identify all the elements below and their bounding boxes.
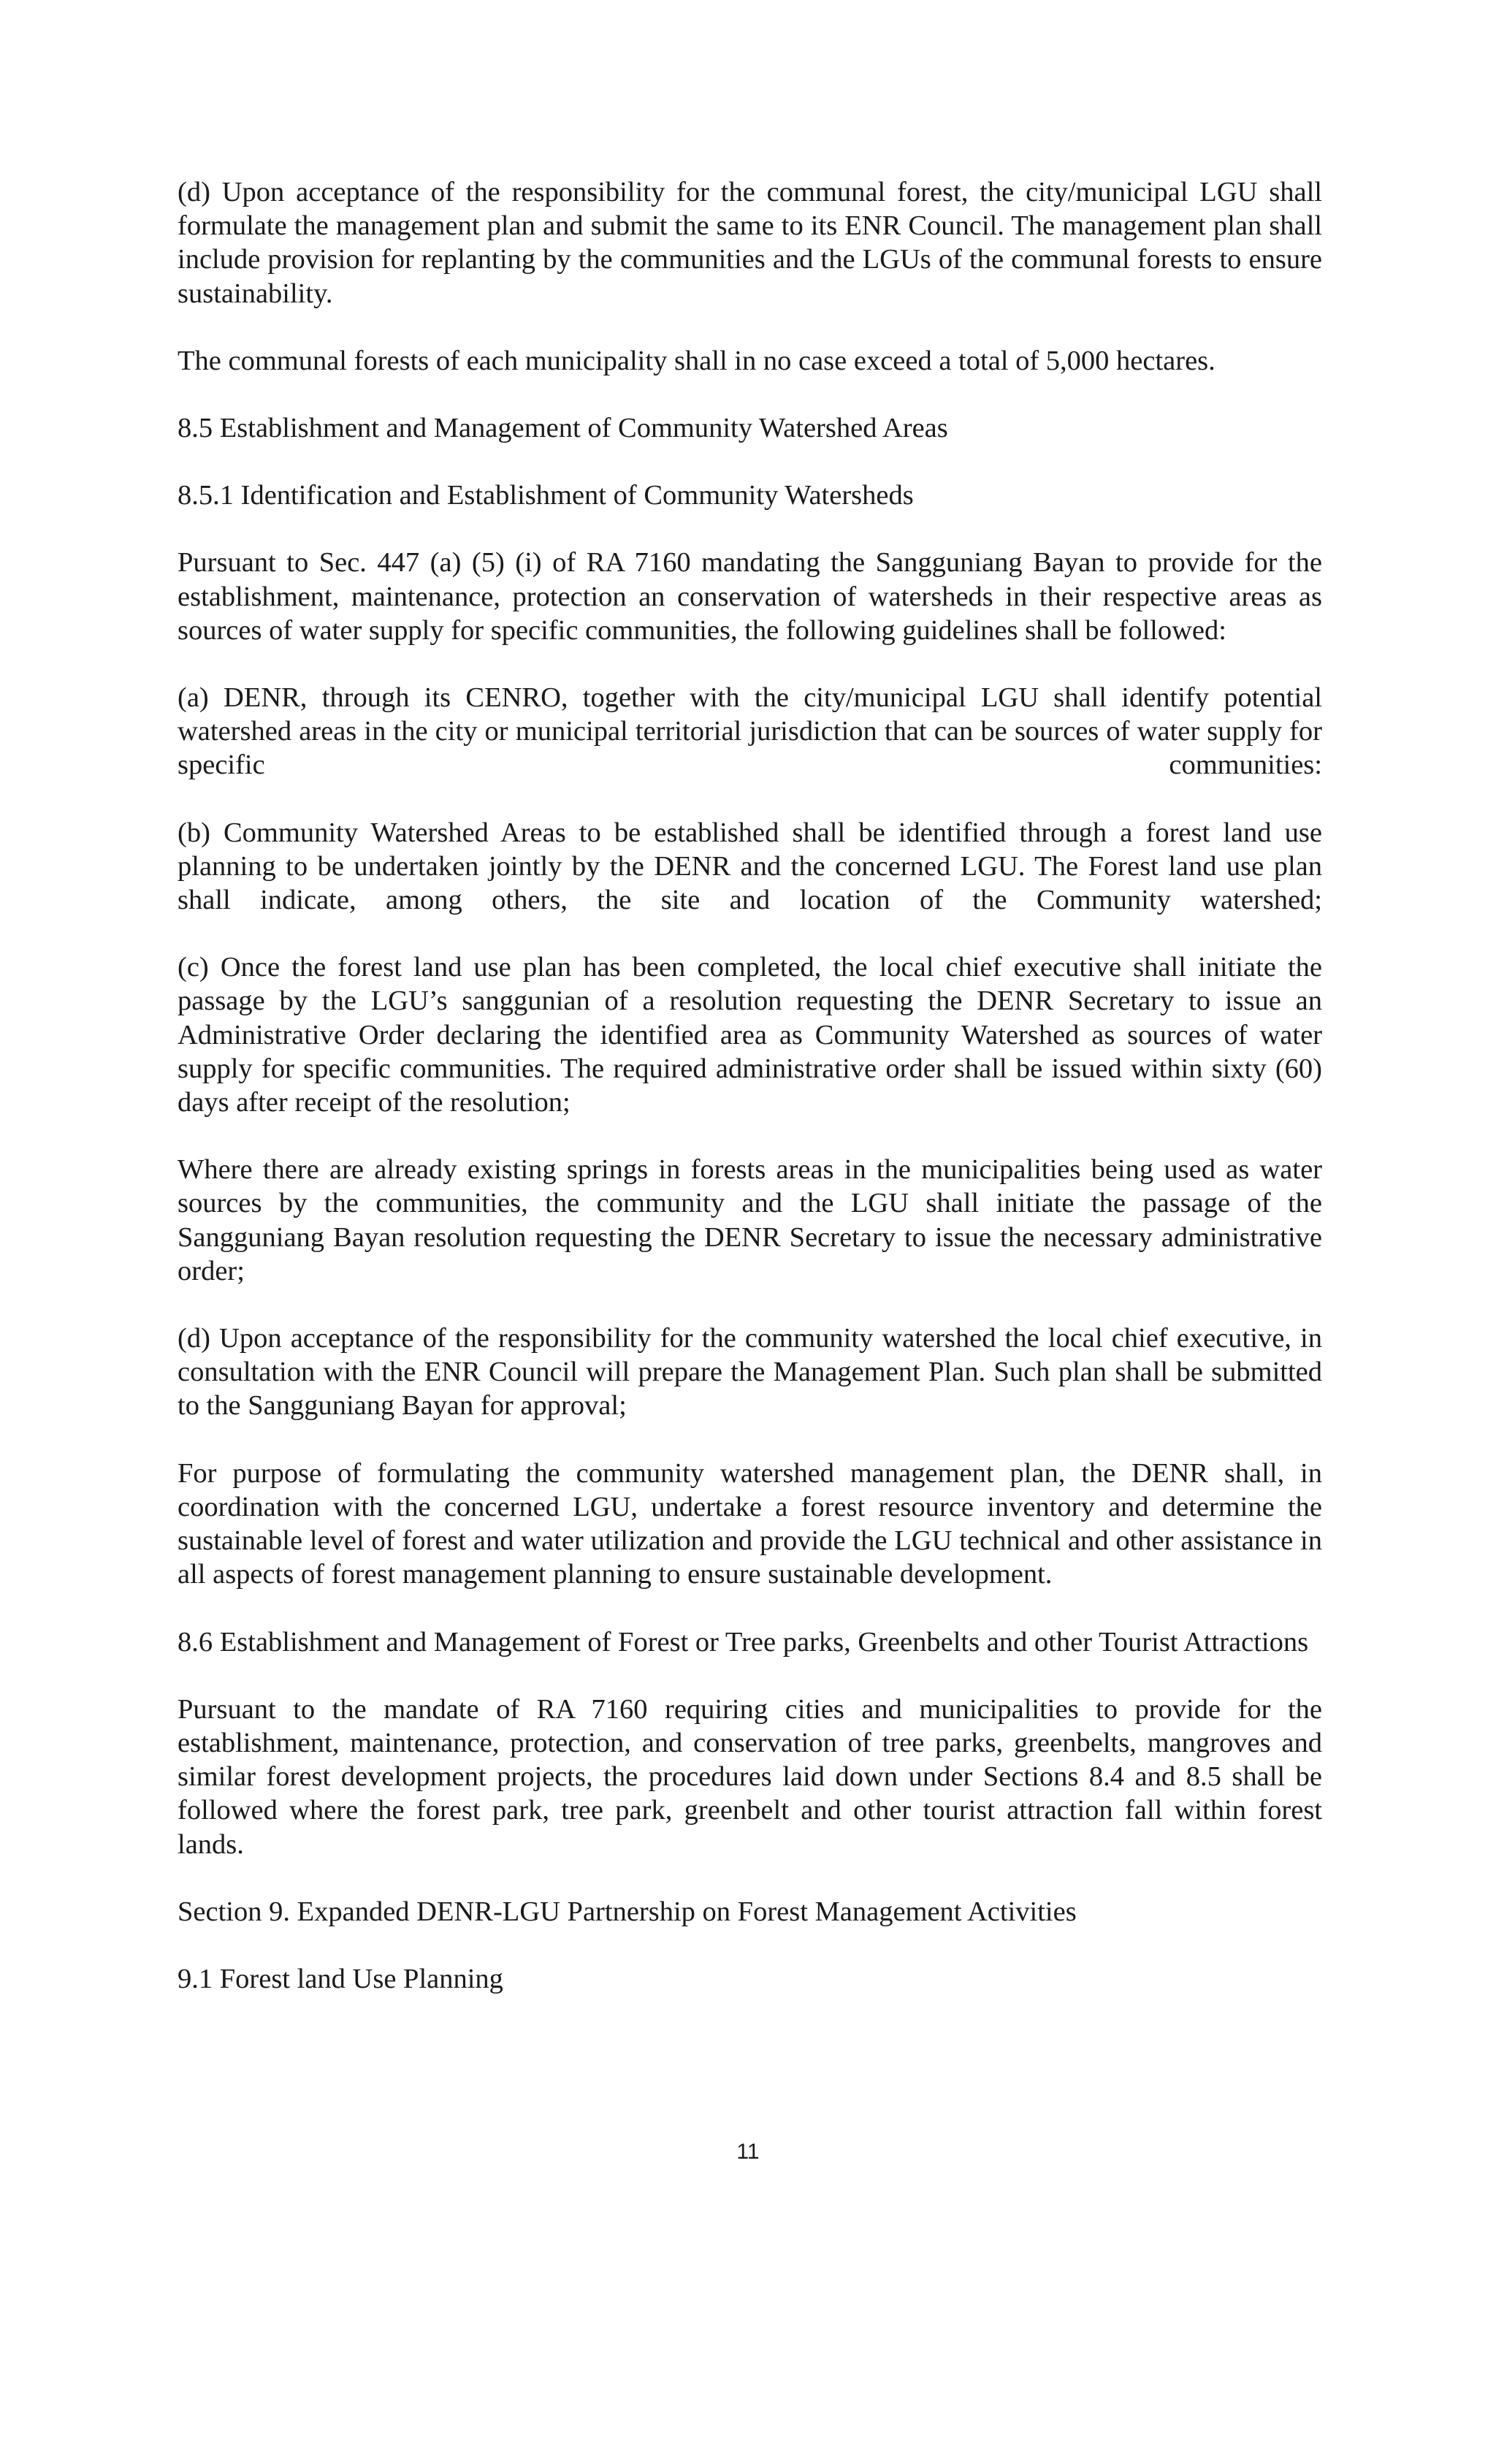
section-heading-8-6: 8.6 Establishment and Management of Forest or Tree parks, Greenbelts and other Tourist Attractions bbox=[178, 1626, 1309, 1658]
paragraph-communal-forest-management-plan: (d) Upon acceptance of the responsibility for the communal forest, the city/municipal LGU shall formulate the management plan and submit the same to its ENR Council. The management plan shall include provision for replanting by the communities and the LGUs of the communal forests to ensure sustainability. bbox=[178, 177, 1322, 309]
paragraph-management-plan-formulation: For purpose of formulating the community watershed management plan, the DENR shall, in coordination with the concerned LGU, undertake a forest resource inventory and determine the sustainable level of forest and water utilization and provide the LGU technical and other assistance in all aspects of forest management planning to ensure sustainable development. bbox=[178, 1457, 1322, 1590]
page-number: 11 bbox=[736, 2140, 760, 2164]
section-heading-8-5-1: 8.5.1 Identification and Establishment of Community Watersheds bbox=[178, 480, 914, 511]
paragraph-item-b: (b) Community Watershed Areas to be established shall be identified through a forest land use planning to be undertaken jointly by the DENR and the concerned LGU. The Forest land use plan shall indicate, among others, the site and location of the Community watershed; bbox=[178, 817, 1322, 916]
paragraph-existing-springs: Where there are already existing springs in forests areas in the municipalities being used as water sources by the communities, the community and the LGU shall initiate the passage of the Sangguniang Bayan resolution requesting the DENR Secretary to issue the necessary administrative order; bbox=[178, 1154, 1322, 1286]
paragraph-item-c: (c) Once the forest land use plan has been completed, the local chief executive shall initiate the passage by the LGU’s sanggunian of a resolution requesting the DENR Secretary to issue an Administrative Order declaring the identified area as Community Watershed as sources of water supply for specific communities. The required administrative order shall be issued within sixty (60) days after receipt of the resolution; bbox=[178, 952, 1322, 1118]
section-heading-9: Section 9. Expanded DENR-LGU Partnership on Forest Management Activities bbox=[178, 1896, 1077, 1927]
document-body bbox=[178, 175, 1322, 2029]
paragraph-item-a: (a) DENR, through its CENRO, together with the city/municipal LGU shall identify potential watershed areas in the city or municipal territorial jurisdiction that can be sources of water supply for specific communities: bbox=[178, 682, 1322, 781]
paragraph-pursuant-sec-447: Pursuant to Sec. 447 (a) (5) (i) of RA 7160 mandating the Sangguniang Bayan to provide for the establishment, maintenance, protection an conservation of watersheds in their respective areas as sources of water supply for specific communities, the following guidelines shall be followed: bbox=[178, 547, 1322, 646]
paragraph-pursuant-ra-7160: Pursuant to the mandate of RA 7160 requiring cities and municipalities to provide for the establishment, maintenance, protection, and conservation of tree parks, greenbelts, mangroves and similar forest development projects, the procedures laid down under Sections 8.4 and 8.5 shall be followed where the forest park, tree park, greenbelt and other tourist attraction fall within forest lands. bbox=[178, 1693, 1322, 1860]
paragraph-item-d: (d) Upon acceptance of the responsibility for the community watershed the local chief executive, in consultation with the ENR Council will prepare the Management Plan. Such plan shall be submitted to the Sangguniang Bayan for approval; bbox=[178, 1323, 1322, 1422]
paragraph-communal-forest-limit: The communal forests of each municipality shall in no case exceed a total of 5,000 hectares. bbox=[178, 345, 1216, 376]
section-heading-9-1: 9.1 Forest land Use Planning bbox=[178, 1963, 503, 1994]
section-heading-8-5: 8.5 Establishment and Management of Community Watershed Areas bbox=[178, 413, 948, 444]
